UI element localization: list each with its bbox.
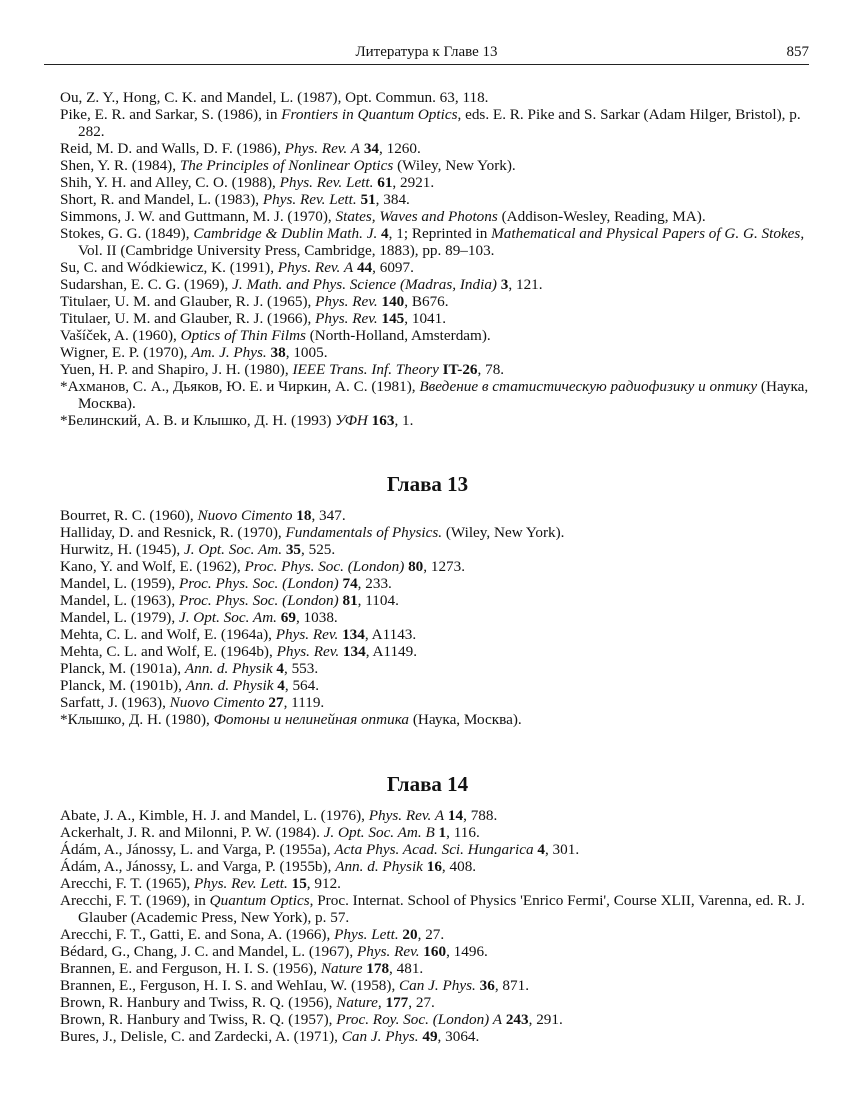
- reference-volume: 4: [381, 225, 389, 242]
- reference-entry: [60, 327, 810, 344]
- reference-volume: 14: [447, 807, 464, 824]
- reference-text: (Wiley, New York).: [442, 524, 565, 541]
- reference-entry: [60, 378, 810, 412]
- reference-entry: [60, 259, 810, 276]
- reference-volume: 49: [422, 1028, 438, 1045]
- reference-text: Mehta, C. L. and Wolf, E. (1964b),: [60, 643, 277, 660]
- reference-text: Planck, M. (1901a),: [60, 660, 185, 677]
- reference-volume: 1: [438, 824, 447, 841]
- reference-volume: 4: [537, 841, 545, 858]
- reference-text: Planck, M. (1901b),: [60, 677, 186, 694]
- reference-entry: [60, 824, 810, 841]
- reference-text: Titulaer, U. M. and Glauber, R. J. (1965),: [60, 293, 316, 310]
- reference-entry: [60, 977, 810, 994]
- reference-text: , 121.: [508, 276, 543, 293]
- reference-source: Nuovo Cimento: [169, 694, 265, 711]
- reference-text: Wigner, E. P. (1970),: [60, 344, 192, 361]
- reference-list-chapter-13: [60, 507, 810, 728]
- reference-text: Abate, J. A., Kimble, H. J. and Mandel, L. (1976),: [60, 807, 369, 824]
- reference-text: (Наука, Москва).: [409, 711, 522, 728]
- page-number: 857: [786, 44, 809, 60]
- reference-source: Frontiers in Quantum Optics: [281, 106, 458, 123]
- reference-text: *Ахманов, С. А., Дьяков, Ю. Е. и Чиркин, А. С. (1981),: [60, 378, 420, 395]
- reference-source: States, Waves and Photons: [335, 208, 498, 225]
- reference-entry: [60, 106, 810, 140]
- reference-entry: [60, 1011, 810, 1028]
- reference-text: , 1005.: [285, 344, 328, 361]
- reference-source: Proc. Roy. Soc. (London) A: [336, 1011, 503, 1028]
- reference-entry: [60, 926, 810, 943]
- reference-source: Ann. d. Physik: [335, 858, 423, 875]
- reference-text: , 553.: [283, 660, 319, 677]
- reference-entry: [60, 225, 810, 259]
- reference-text: Kano, Y. and Wolf, E. (1962),: [60, 558, 245, 575]
- reference-text: Mandel, L. (1963),: [60, 592, 179, 609]
- reference-source: Proc. Phys. Soc. (London): [244, 558, 405, 575]
- reference-text: , 6097.: [372, 259, 414, 276]
- reference-text: , 384.: [375, 191, 410, 208]
- reference-volume: 69: [280, 609, 296, 626]
- reference-text: Bédard, G., Chang, J. C. and Mandel, L. (1967),: [60, 943, 357, 960]
- reference-text: , 27.: [408, 994, 435, 1011]
- reference-entry: [60, 524, 810, 541]
- reference-entry: [60, 174, 810, 191]
- reference-volume: 140: [381, 293, 405, 310]
- reference-entry: [60, 626, 810, 643]
- reference-volume: 51: [360, 191, 376, 208]
- reference-entry: [60, 208, 810, 225]
- reference-entry: [60, 412, 810, 429]
- reference-source: Phys. Rev. Lett.: [194, 875, 288, 892]
- reference-volume: 243: [505, 1011, 529, 1028]
- reference-volume: 4: [277, 677, 285, 694]
- reference-text: Ackerhalt, J. R. and Milonni, P. W. (1984).: [60, 824, 324, 841]
- reference-source: Am. J. Phys.: [191, 344, 267, 361]
- reference-volume: 34: [363, 140, 379, 157]
- reference-volume: 134: [342, 626, 365, 643]
- reference-entry: [60, 541, 810, 558]
- reference-text: Halliday, D. and Resnick, R. (1970),: [60, 524, 286, 541]
- reference-text: Shih, Y. H. and Alley, C. O. (1988),: [60, 174, 280, 191]
- reference-text: , 1496.: [446, 943, 488, 960]
- reference-text: , eds. E. R. Pike and S. Sarkar (Adam Hilger, Bristol), p. 282.: [78, 106, 801, 140]
- reference-text: , 408.: [441, 858, 477, 875]
- reference-entry: [60, 592, 810, 609]
- reference-entry: [60, 558, 810, 575]
- reference-volume: 134: [342, 643, 366, 660]
- reference-text: Brown, R. Hanbury and Twiss, R. Q. (1956),: [60, 994, 337, 1011]
- reference-volume: IT-26: [442, 361, 478, 378]
- reference-text: Ou, Z. Y., Hong, C. K. and Mandel, L. (1987), Opt. Commun. 63, 118.: [60, 89, 489, 106]
- reference-source: Phys. Rev. A: [277, 259, 354, 276]
- reference-text: , 78.: [477, 361, 505, 378]
- reference-source: Ann. d. Physik: [184, 660, 273, 677]
- reference-source: Acta Phys. Acad. Sci. Hungarica: [334, 841, 534, 858]
- reference-entry: [60, 507, 810, 524]
- reference-entry: [60, 943, 810, 960]
- reference-source: Phys. Rev. A: [368, 807, 445, 824]
- reference-text: Brannen, E. and Ferguson, H. I. S. (1956),: [60, 960, 321, 977]
- reference-volume: 61: [377, 174, 393, 191]
- reference-source: Введение в статистическую радиофизику и оптику: [419, 378, 758, 395]
- reference-entry: [60, 711, 810, 728]
- reference-text: Reid, M. D. and Walls, D. F. (1986),: [60, 140, 285, 157]
- reference-source: Quantum Optics: [209, 892, 310, 909]
- reference-entry: [60, 660, 810, 677]
- reference-source: Phys. Rev. Lett.: [279, 174, 374, 191]
- reference-volume: 38: [270, 344, 286, 361]
- reference-entry: [60, 875, 810, 892]
- reference-text: Short, R. and Mandel, L. (1983),: [60, 191, 263, 208]
- reference-text: , 871.: [494, 977, 529, 994]
- reference-text: *Клышко, Д. Н. (1980),: [60, 711, 214, 728]
- reference-list-continued: [60, 89, 810, 429]
- reference-volume: 27: [268, 694, 284, 711]
- reference-source: Mathematical and Physical Papers of G. G. Stokes: [491, 225, 801, 242]
- reference-text: Sudarshan, E. C. G. (1969),: [60, 276, 233, 293]
- reference-entry: [60, 575, 810, 592]
- reference-entry: [60, 807, 810, 824]
- reference-text: Hurwitz, H. (1945),: [60, 541, 185, 558]
- reference-source: Can J. Phys.: [399, 977, 476, 994]
- reference-entry: [60, 310, 810, 327]
- reference-source: Fundamentals of Physics.: [285, 524, 443, 541]
- reference-text: , 1119.: [283, 694, 325, 711]
- reference-text: Bures, J., Delisle, C. and Zardecki, A. (1971),: [60, 1028, 342, 1045]
- reference-text: Pike, E. R. and Sarkar, S. (1986), in: [60, 106, 282, 123]
- reference-source: Phys. Rev.: [315, 293, 378, 310]
- reference-volume: 177: [385, 994, 409, 1011]
- reference-source: УФН: [335, 412, 368, 429]
- reference-entry: [60, 643, 810, 660]
- reference-list-chapter-14: [60, 807, 810, 1045]
- reference-text: (North-Holland, Amsterdam).: [305, 327, 491, 344]
- reference-source: Can J. Phys.: [341, 1028, 419, 1045]
- reference-source: Cambridge & Dublin Math. J.: [193, 225, 378, 242]
- reference-source: Phys. Rev.: [315, 310, 378, 327]
- reference-volume: 163: [371, 412, 395, 429]
- reference-text: Mehta, C. L. and Wolf, E. (1964a),: [60, 626, 276, 643]
- reference-text: , 1.: [394, 412, 414, 429]
- reference-volume: 16: [426, 858, 442, 875]
- reference-text: (Наука, Москва).: [78, 378, 809, 412]
- reference-entry: [60, 960, 810, 977]
- reference-source: IEEE Trans. Inf. Theory: [292, 361, 439, 378]
- reference-text: Vašíček, A. (1960),: [60, 327, 181, 344]
- reference-text: , 912.: [306, 875, 341, 892]
- reference-volume: 15: [291, 875, 307, 892]
- reference-text: , 1260.: [379, 140, 421, 157]
- reference-text: , 301.: [544, 841, 580, 858]
- reference-text: , 1; Reprinted in: [388, 225, 492, 242]
- reference-entry: [60, 1028, 810, 1045]
- reference-text: Ádám, A., Jánossy, L. and Varga, P. (1955b),: [60, 858, 336, 875]
- reference-source: Phys. Rev.: [275, 626, 339, 643]
- reference-source: J. Opt. Soc. Am.: [178, 609, 277, 626]
- reference-volume: 20: [402, 926, 418, 943]
- reference-entry: [60, 841, 810, 858]
- reference-text: , 2921.: [392, 174, 435, 191]
- reference-text: , 1104.: [357, 592, 399, 609]
- reference-source: The Principles of Nonlinear Optics: [179, 157, 394, 174]
- reference-text: (Addison-Wesley, Reading, MA).: [497, 208, 706, 225]
- reference-text: Arecchi, F. T. (1965),: [60, 875, 195, 892]
- reference-volume: 145: [381, 310, 405, 327]
- reference-source: Phys. Rev.: [356, 943, 420, 960]
- reference-text: (Wiley, New York).: [393, 157, 516, 174]
- header-rule: [44, 64, 809, 65]
- reference-text: , 788.: [463, 807, 498, 824]
- reference-text: , 3064.: [437, 1028, 480, 1045]
- reference-source: Nuovo Cimento: [197, 507, 293, 524]
- reference-text: Sarfatt, J. (1963),: [60, 694, 170, 711]
- reference-source: Phys. Rev. A: [284, 140, 361, 157]
- reference-entry: [60, 609, 810, 626]
- reference-text: , 116.: [446, 824, 480, 841]
- reference-text: , 291.: [528, 1011, 563, 1028]
- reference-source: J. Math. and Phys. Science (Madras, India): [232, 276, 497, 293]
- reference-text: , 27.: [417, 926, 445, 943]
- reference-text: Arecchi, F. T. (1969), in: [60, 892, 210, 909]
- reference-text: , 1038.: [295, 609, 338, 626]
- reference-text: Stokes, G. G. (1849),: [60, 225, 194, 242]
- reference-entry: [60, 694, 810, 711]
- reference-text: , A1149.: [365, 643, 418, 660]
- reference-text: , Vol. II (Cambridge University Press, Cambridge, 1883), pp. 89–103.: [78, 225, 805, 259]
- reference-entry: [60, 994, 810, 1011]
- reference-text: Simmons, J. W. and Guttmann, M. J. (1970),: [60, 208, 336, 225]
- reference-text: , 233.: [357, 575, 392, 592]
- reference-volume: 74: [342, 575, 358, 592]
- reference-volume: 36: [479, 977, 495, 994]
- reference-text: Mandel, L. (1979),: [60, 609, 179, 626]
- reference-text: , 481.: [389, 960, 424, 977]
- reference-text: , 347.: [311, 507, 346, 524]
- reference-source: Proc. Phys. Soc. (London): [178, 575, 339, 592]
- reference-text: Su, C. and Wódkiewicz, K. (1991),: [60, 259, 278, 276]
- reference-source: Ann. d. Physik: [185, 677, 274, 694]
- reference-entry: [60, 89, 810, 106]
- reference-text: , A1143.: [364, 626, 417, 643]
- reference-volume: 3: [500, 276, 509, 293]
- reference-volume: 18: [296, 507, 312, 524]
- reference-text: Bourret, R. C. (1960),: [60, 507, 198, 524]
- reference-entry: [60, 191, 810, 208]
- reference-text: Mandel, L. (1959),: [60, 575, 179, 592]
- chapter-13-heading: Глава 13: [386, 472, 469, 496]
- reference-volume: 44: [356, 259, 373, 276]
- chapter-14-heading: Глава 14: [386, 772, 469, 796]
- reference-entry: [60, 157, 810, 174]
- running-header: [44, 42, 809, 62]
- reference-text: , Proc. Internat. School of Physics 'Enrico Fermi', Course XLII, Varenna, ed. R. J. Glauber (Academic Press, New York), p. 57.: [78, 892, 805, 926]
- reference-entry: [60, 892, 810, 926]
- reference-source: J. Opt. Soc. Am. B: [323, 824, 435, 841]
- reference-source: Proc. Phys. Soc. (London): [178, 592, 339, 609]
- reference-source: Nature: [320, 960, 363, 977]
- reference-text: Arecchi, F. T., Gatti, E. and Sona, A. (1966),: [60, 926, 335, 943]
- running-title: Литература к Главе 13: [355, 44, 498, 60]
- reference-text: Brannen, E., Ferguson, H. I. S. and WehIau, W. (1958),: [60, 977, 400, 994]
- reference-source: Phys. Rev.: [276, 643, 340, 660]
- reference-volume: 35: [285, 541, 301, 558]
- reference-entry: [60, 276, 810, 293]
- reference-volume: 160: [423, 943, 447, 960]
- reference-volume: 4: [276, 660, 284, 677]
- reference-entry: [60, 361, 810, 378]
- reference-volume: 80: [408, 558, 424, 575]
- reference-text: Titulaer, U. M. and Glauber, R. J. (1966),: [60, 310, 316, 327]
- reference-text: *Белинский, А. В. и Клышко, Д. Н. (1993): [60, 412, 336, 429]
- reference-entry: [60, 293, 810, 310]
- reference-text: Ádám, A., Jánossy, L. and Varga, P. (1955a),: [60, 841, 335, 858]
- reference-text: , B676.: [404, 293, 449, 310]
- reference-entry: [60, 858, 810, 875]
- reference-source: Фотоны и нелинейная оптика: [213, 711, 410, 728]
- reference-text: Shen, Y. R. (1984),: [60, 157, 180, 174]
- reference-text: , 1041.: [404, 310, 447, 327]
- reference-volume: 178: [366, 960, 390, 977]
- reference-entry: [60, 677, 810, 694]
- reference-source: Phys. Rev. Lett.: [262, 191, 357, 208]
- reference-entry: [60, 344, 810, 361]
- reference-source: Nature: [336, 994, 378, 1011]
- reference-entry: [60, 140, 810, 157]
- reference-source: Phys. Lett.: [334, 926, 399, 943]
- reference-volume: 81: [342, 592, 358, 609]
- reference-text: , 564.: [284, 677, 320, 694]
- reference-text: , 1273.: [423, 558, 466, 575]
- reference-text: Brown, R. Hanbury and Twiss, R. Q. (1957),: [60, 1011, 337, 1028]
- reference-text: ,: [377, 994, 386, 1011]
- reference-source: Optics of Thin Films: [180, 327, 306, 344]
- reference-text: , 525.: [301, 541, 336, 558]
- reference-text: Yuen, H. P. and Shapiro, J. H. (1980),: [60, 361, 293, 378]
- reference-source: J. Opt. Soc. Am.: [184, 541, 283, 558]
